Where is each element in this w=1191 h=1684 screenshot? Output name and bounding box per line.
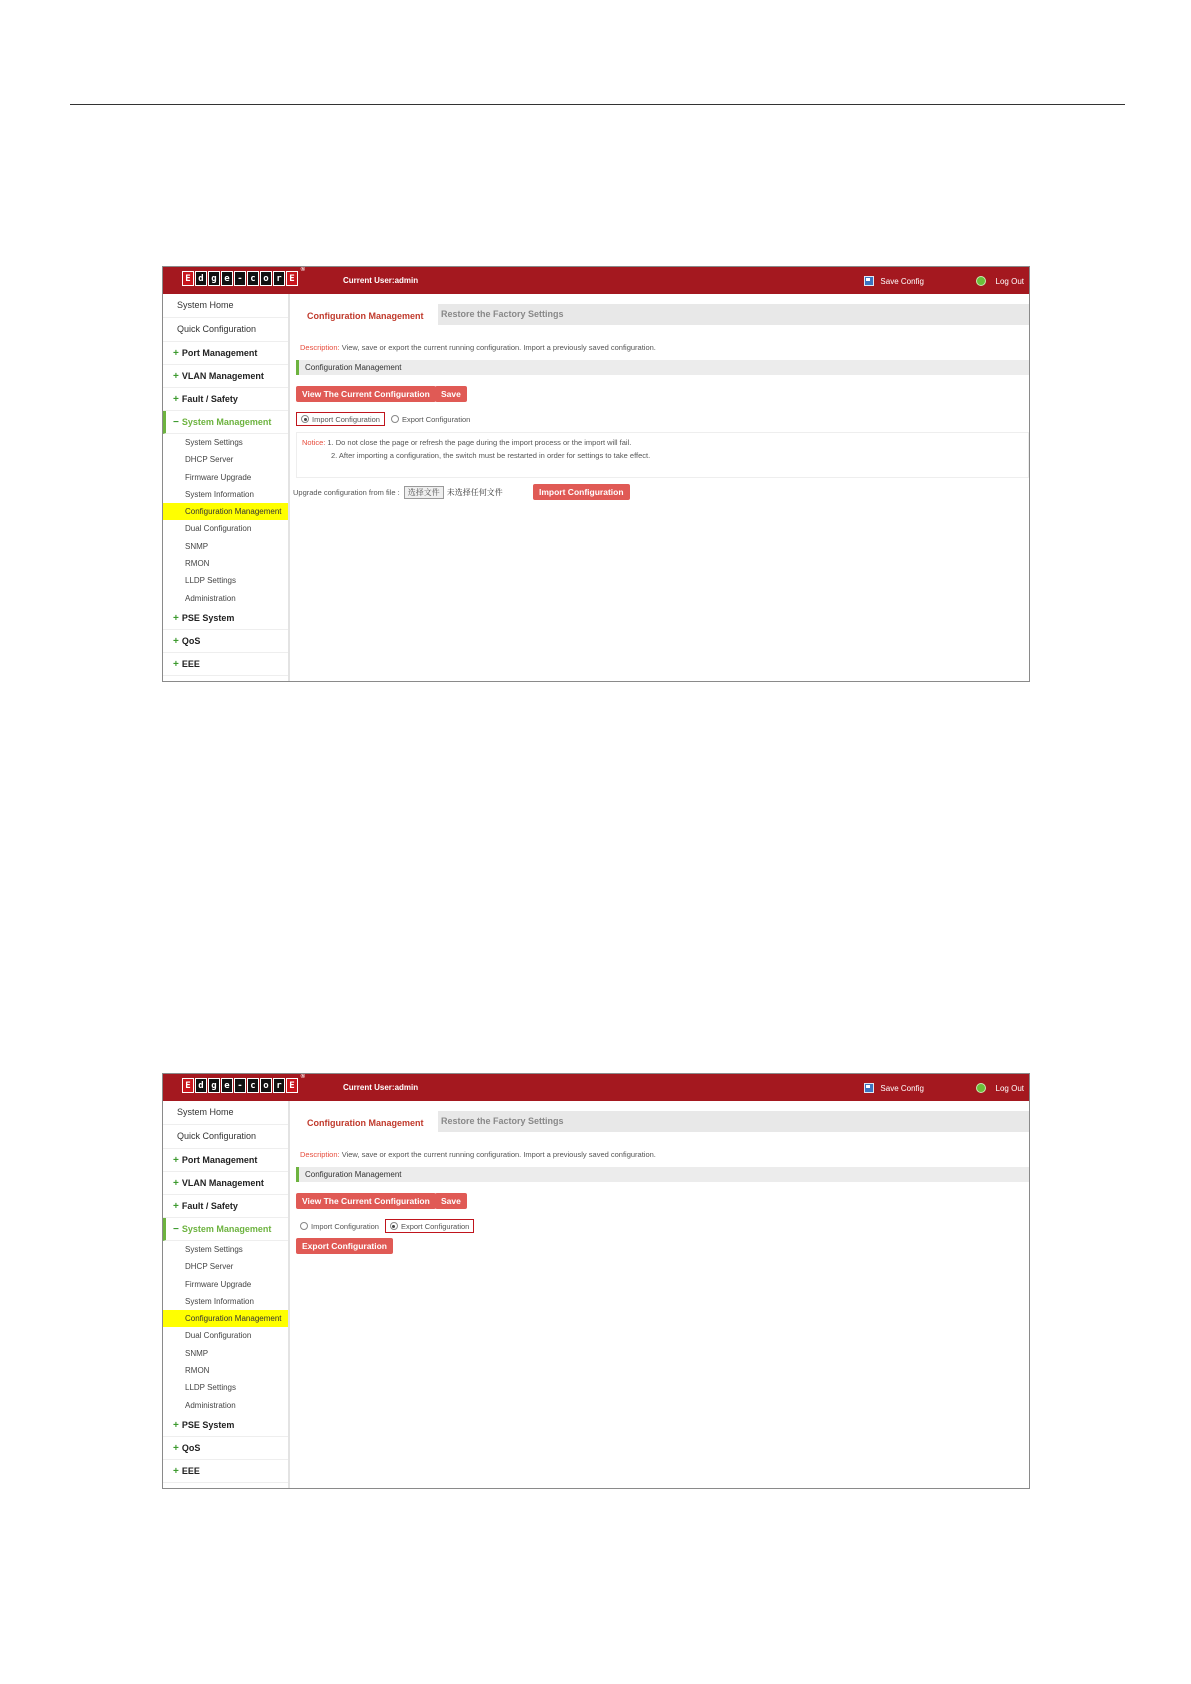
export-configuration-radio[interactable] [385,1219,474,1233]
description-text: View, save or export the current running configuration. Import a previously saved configuration. [339,1150,656,1159]
edgecore-logo [182,267,305,286]
sidebar-group-system-management[interactable] [163,1218,288,1241]
current-user: Current User:admin [343,276,419,285]
minus-icon: − [173,417,179,428]
plus-icon: + [173,1442,179,1454]
logo-letter: c [247,1078,259,1093]
export-configuration-radio[interactable] [387,413,474,425]
top-bar [163,1074,1029,1101]
upgrade-from-file-row [293,486,503,499]
sidebar-item-rmon[interactable]: RMON [185,1366,210,1376]
radio-dot [300,1222,308,1230]
logo-letter: o [260,1078,272,1093]
plus-icon: + [173,1178,179,1189]
logo-letter: o [260,271,272,286]
main-content [290,1101,1029,1488]
sidebar-item-system-home[interactable]: System Home [163,1101,288,1125]
view-current-configuration-button[interactable]: View The Current Configuration [296,386,436,402]
description-label: Description: [300,343,340,352]
power-icon [976,276,986,286]
log-out-label: Log Out [995,276,1024,286]
logo-letter: d [195,271,207,286]
sidebar-group-label: System Management [181,417,272,427]
sidebar-item-lldp-settings[interactable]: LLDP Settings [185,1383,236,1393]
sidebar-group-label: QoS [181,635,201,646]
description-label: Description: [300,1150,340,1159]
radio-label: Import Configuration [311,1221,379,1231]
description [300,1150,656,1159]
sidebar-item-dual-configuration[interactable]: Dual Configuration [185,524,252,534]
view-current-configuration-button[interactable]: View The Current Configuration [296,1193,436,1209]
sidebar-item-dhcp-server[interactable]: DHCP Server [185,1262,234,1272]
radio-label: Import Configuration [312,414,380,424]
save-button[interactable]: Save [435,386,467,402]
sidebar-group-system-management[interactable] [163,411,288,434]
plus-icon: + [173,612,179,624]
plus-icon: + [173,394,179,405]
sidebar-group-pse-system[interactable] [163,1414,288,1437]
logo-letter: - [234,1078,246,1093]
sidebar-group-label: Port Management [181,1155,258,1165]
import-configuration-radio[interactable] [296,1220,383,1232]
sidebar-group-label: PSE System [181,612,235,623]
sidebar-group-fault-safety[interactable] [163,1195,288,1218]
plus-icon: + [173,658,179,670]
logo-letter: E [182,271,194,286]
sidebar-item-system-settings[interactable]: System Settings [185,1245,243,1254]
import-configuration-radio[interactable] [296,412,385,426]
log-out-button[interactable] [976,276,1024,286]
tab-configuration-management[interactable]: Configuration Management [293,1111,438,1134]
sidebar-item-quick-configuration[interactable]: Quick Configuration [163,318,288,342]
minus-icon: − [173,1224,179,1235]
sidebar [163,294,290,681]
sidebar-group-label: QoS [181,1442,201,1453]
sidebar-group-vlan-management[interactable] [163,1172,288,1195]
sidebar-item-system-information[interactable]: System Information [185,489,254,499]
notice-text: 1. Do not close the page or refresh the page during the import process or the import will fail. [325,438,632,447]
sidebar-group-label: PSE System [181,1419,235,1430]
sidebar-item-rmon[interactable]: RMON [185,559,210,569]
sidebar-item-dual-configuration[interactable]: Dual Configuration [185,1331,252,1341]
logo-letter: - [234,271,246,286]
sidebar-item-configuration-management[interactable]: Configuration Management [163,503,288,520]
radio-dot [390,1222,398,1230]
log-out-label: Log Out [995,1083,1024,1093]
floppy-icon [864,1083,874,1093]
sidebar-group-label: EEE [181,658,200,669]
tab-bar [293,1111,1029,1132]
save-config-button[interactable] [864,276,924,286]
registered-mark: ® [300,267,305,273]
save-config-label: Save Config [880,1083,924,1093]
mode-radio-group [296,413,474,425]
plus-icon: + [173,371,179,382]
import-configuration-button[interactable]: Import Configuration [533,484,630,500]
tab-restore-factory-settings[interactable]: Restore the Factory Settings [441,1116,564,1126]
plus-icon: + [173,1201,179,1212]
logo-letter: c [247,271,259,286]
notice-line-2: 2. After importing a configuration, the switch must be restarted in order for settings to take effect. [331,451,651,460]
sidebar-group-label: VLAN Management [181,1178,264,1188]
power-icon [976,1083,986,1093]
sidebar-item-configuration-management[interactable]: Configuration Management [163,1310,288,1327]
save-config-label: Save Config [880,276,924,286]
tab-configuration-management[interactable]: Configuration Management [293,304,438,327]
tab-bar [293,304,1029,325]
logo-letter: g [208,271,220,286]
sidebar-group-eee[interactable] [163,1460,288,1483]
sidebar-group-pse-system[interactable] [163,607,288,630]
sidebar-item-quick-configuration[interactable]: Quick Configuration [163,1125,288,1149]
sidebar-group-label: Port Management [181,348,258,358]
save-button[interactable]: Save [435,1193,467,1209]
plus-icon: + [173,635,179,647]
screenshot-import [162,266,1030,682]
plus-icon: + [173,1465,179,1477]
sidebar-item-lldp-settings[interactable]: LLDP Settings [185,576,236,586]
logo-letter: r [273,271,285,286]
description [300,343,656,352]
sidebar-item-system-information[interactable]: System Information [185,1296,254,1306]
sidebar-item-snmp[interactable]: SNMP [185,541,209,551]
choose-file-button[interactable]: 选择文件 [404,486,444,499]
sidebar-group-label: System Management [181,1224,272,1234]
no-file-text: 未选择任何文件 [446,488,503,497]
log-out-button[interactable] [976,1083,1024,1093]
logo-letter: e [221,271,233,286]
sidebar-item-firmware-upgrade[interactable]: Firmware Upgrade [185,1279,252,1289]
plus-icon: + [173,1419,179,1431]
plus-icon: + [173,1155,179,1166]
screenshot-export [162,1073,1030,1489]
sidebar-group-qos[interactable] [163,630,288,653]
sidebar-group-label: VLAN Management [181,371,264,381]
radio-label: Export Configuration [401,414,471,424]
sidebar-group-label: EEE [181,1465,200,1476]
logo-letter: E [286,1078,298,1093]
sidebar-item-administration[interactable]: Administration [185,593,236,603]
description-text: View, save or export the current running configuration. Import a previously saved configuration. [339,343,656,352]
edgecore-logo [182,1074,305,1093]
logo-letter: e [221,1078,233,1093]
notice-line-1 [302,438,631,447]
sidebar-group-eee[interactable] [163,653,288,676]
logo-letter: g [208,1078,220,1093]
logo-letter: d [195,1078,207,1093]
notice-label: Notice: [302,438,326,447]
logo-letter: r [273,1078,285,1093]
sidebar-group-label: Fault / Safety [181,394,238,404]
mode-radio-group [296,1220,474,1232]
sidebar-group-label: Fault / Safety [181,1201,238,1211]
radio-dot [301,415,309,423]
sidebar-group-port-management[interactable] [163,342,288,365]
sidebar-group-qos[interactable] [163,1437,288,1460]
sidebar-item-system-settings[interactable]: System Settings [185,438,243,447]
sidebar-item-dhcp-server[interactable]: DHCP Server [185,455,234,465]
tab-restore-factory-settings[interactable]: Restore the Factory Settings [441,309,564,319]
logo-letter: E [182,1078,194,1093]
logo-letter: E [286,271,298,286]
floppy-icon [864,276,874,286]
upgrade-label: Upgrade configuration from file : [293,488,400,497]
section-title: Configuration Management [296,1167,1029,1182]
export-configuration-button[interactable]: Export Configuration [296,1238,393,1254]
notice-box [296,432,1029,478]
sidebar-item-firmware-upgrade[interactable]: Firmware Upgrade [185,472,252,482]
sidebar-group-fault-safety[interactable] [163,388,288,411]
sidebar [163,1101,290,1488]
sidebar-item-system-home[interactable]: System Home [163,294,288,318]
plus-icon: + [173,348,179,359]
page-header-rule [70,104,1125,105]
registered-mark: ® [300,1074,305,1080]
radio-dot [391,415,399,423]
section-title: Configuration Management [296,360,1029,375]
sidebar-group-port-management[interactable] [163,1149,288,1172]
save-config-button[interactable] [864,1083,924,1093]
main-content [290,294,1029,681]
radio-label: Export Configuration [400,1221,470,1231]
sidebar-item-snmp[interactable]: SNMP [185,1348,209,1358]
top-bar [163,267,1029,294]
sidebar-item-administration[interactable]: Administration [185,1400,236,1410]
sidebar-group-vlan-management[interactable] [163,365,288,388]
current-user: Current User:admin [343,1083,419,1092]
